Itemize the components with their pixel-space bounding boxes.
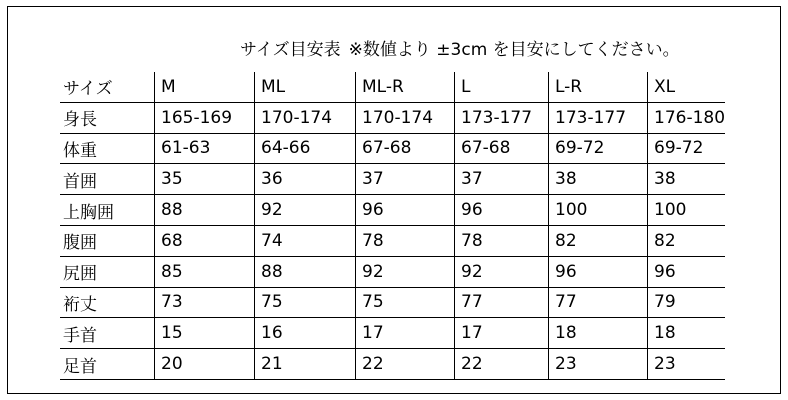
title-text: サイズ目安表: [240, 40, 341, 60]
table-cell: 173-177: [549, 102, 648, 133]
table-cell: 18: [648, 318, 726, 349]
table-cell: 38: [648, 164, 726, 195]
table-cell: 88: [255, 256, 356, 287]
table-cell: 23: [648, 349, 726, 380]
table-cell: 21: [255, 349, 356, 380]
table-cell: 16: [255, 318, 356, 349]
table-row-weight: [60, 133, 725, 164]
table-cell: 77: [455, 287, 549, 318]
table-cell: 173-177: [455, 102, 549, 133]
header-cell-l: L: [455, 72, 549, 102]
size-table: [60, 72, 725, 380]
table-cell: 170-174: [255, 102, 356, 133]
header-cell-xl: XL: [648, 72, 726, 102]
tolerance-note: ※数値より ±3cm を目安にしてください。: [348, 40, 680, 60]
row-label: 裄丈: [60, 287, 155, 318]
table-cell: 23: [549, 349, 648, 380]
table-cell: 68: [155, 225, 255, 256]
row-label: 体重: [60, 133, 155, 164]
table-cell: 61-63: [155, 133, 255, 164]
table-cell: 85: [155, 256, 255, 287]
table-cell: 96: [549, 256, 648, 287]
header-cell-size-label: サイズ: [60, 72, 155, 102]
table-cell: 64-66: [255, 133, 356, 164]
table-cell: 38: [549, 164, 648, 195]
table-cell: 100: [648, 195, 726, 226]
row-label: 尻囲: [60, 256, 155, 287]
table-row-neck: [60, 164, 725, 195]
table-row-waist: [60, 225, 725, 256]
table-cell: 176-180: [648, 102, 726, 133]
size-chart-title: [240, 35, 680, 60]
table-cell: 82: [648, 225, 726, 256]
table-cell: 78: [356, 225, 455, 256]
table-header-row: [60, 72, 725, 102]
table-cell: 92: [356, 256, 455, 287]
header-cell-ml-r: ML-R: [356, 72, 455, 102]
row-label: 腹囲: [60, 225, 155, 256]
table-cell: 73: [155, 287, 255, 318]
table-cell: 75: [255, 287, 356, 318]
table-cell: 92: [455, 256, 549, 287]
table-row-ankle: [60, 349, 725, 380]
table-row-sleeve: [60, 287, 725, 318]
table-cell: 17: [455, 318, 549, 349]
table-cell: 96: [455, 195, 549, 226]
table-cell: 77: [549, 287, 648, 318]
table-cell: 69-72: [549, 133, 648, 164]
table-cell: 37: [356, 164, 455, 195]
table-cell: 22: [455, 349, 549, 380]
table-cell: 36: [255, 164, 356, 195]
row-label: 上胸囲: [60, 195, 155, 226]
row-label: 首囲: [60, 164, 155, 195]
table-cell: 100: [549, 195, 648, 226]
table-row-height: [60, 102, 725, 133]
header-cell-ml: ML: [255, 72, 356, 102]
table-cell: 67-68: [356, 133, 455, 164]
table-cell: 96: [356, 195, 455, 226]
table-cell: 170-174: [356, 102, 455, 133]
table-cell: 165-169: [155, 102, 255, 133]
table-cell: 96: [648, 256, 726, 287]
table-row-hip: [60, 256, 725, 287]
table-cell: 22: [356, 349, 455, 380]
header-cell-m: M: [155, 72, 255, 102]
table-cell: 92: [255, 195, 356, 226]
row-label: 身長: [60, 102, 155, 133]
table-cell: 15: [155, 318, 255, 349]
table-cell: 78: [455, 225, 549, 256]
table-row-wrist: [60, 318, 725, 349]
row-label: 足首: [60, 349, 155, 380]
table-cell: 35: [155, 164, 255, 195]
header-cell-l-r: L-R: [549, 72, 648, 102]
table-cell: 18: [549, 318, 648, 349]
table-cell: 79: [648, 287, 726, 318]
table-cell: 69-72: [648, 133, 726, 164]
table-cell: 20: [155, 349, 255, 380]
table-cell: 74: [255, 225, 356, 256]
table-row-upper-chest: [60, 195, 725, 226]
table-cell: 37: [455, 164, 549, 195]
table-cell: 88: [155, 195, 255, 226]
table-cell: 17: [356, 318, 455, 349]
table-cell: 82: [549, 225, 648, 256]
table-cell: 75: [356, 287, 455, 318]
row-label: 手首: [60, 318, 155, 349]
table-cell: 67-68: [455, 133, 549, 164]
